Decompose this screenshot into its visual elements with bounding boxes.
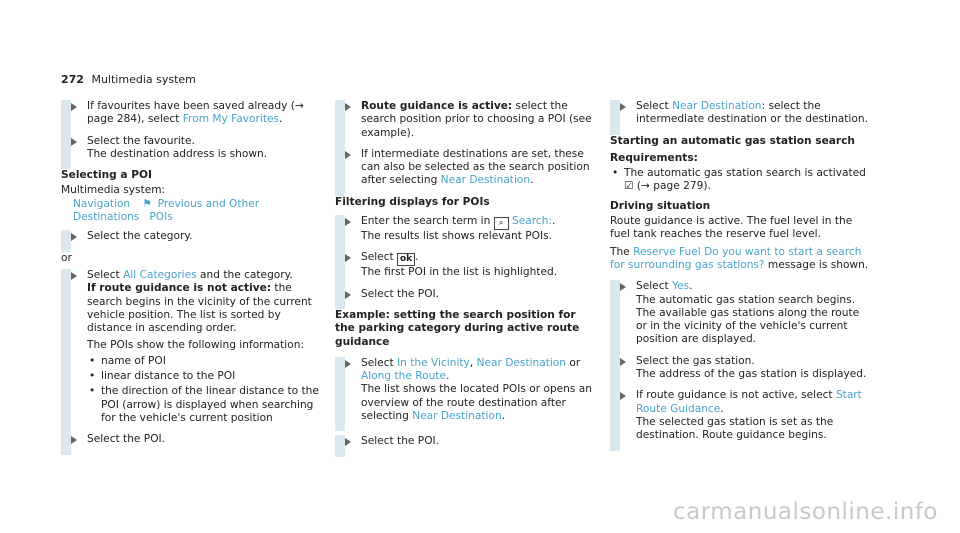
step-bar bbox=[610, 389, 620, 450]
text: Select the POI. bbox=[361, 435, 440, 448]
link-pois[interactable]: POIs bbox=[149, 211, 173, 224]
step-bar bbox=[335, 435, 345, 456]
step-arrow-icon bbox=[620, 358, 626, 366]
step-enter-search bbox=[335, 215, 595, 243]
step-select-yes bbox=[610, 280, 870, 346]
text: . bbox=[279, 113, 283, 126]
step-bar bbox=[61, 433, 71, 454]
list-item: • linear distance to the POI bbox=[87, 370, 321, 383]
step-all-categories bbox=[61, 269, 321, 425]
step-arrow-icon bbox=[71, 272, 77, 280]
step-bar bbox=[61, 230, 71, 251]
text: If route guidance is not active, select bbox=[636, 389, 836, 402]
step-arrow-icon bbox=[345, 151, 351, 159]
page-number: 272 bbox=[61, 73, 84, 86]
text: The automatic gas station search begins. The available gas stations along the route or in the vicinity of the vehicle's current position are displayed. bbox=[636, 293, 860, 346]
step-arrow-icon bbox=[620, 392, 626, 400]
link-reserve-fuel[interactable]: Reserve Fuel Do you want to start a search for surrounding gas stations? bbox=[610, 245, 862, 271]
step-intermediate bbox=[335, 148, 595, 188]
step-select-gas-station bbox=[610, 355, 870, 382]
text: The destination address is shown. bbox=[87, 147, 268, 160]
text: The results list shows relevant POIs. bbox=[361, 230, 552, 243]
text: and the category. bbox=[196, 268, 293, 281]
step-select-poi-3 bbox=[335, 435, 595, 448]
or-text: or bbox=[61, 251, 72, 264]
step-arrow-icon bbox=[71, 103, 77, 111]
text: Enter the search term in bbox=[361, 215, 494, 228]
text: The bbox=[610, 245, 634, 258]
heading-filtering: Filtering displays for POIs bbox=[335, 195, 490, 208]
step-select-poi bbox=[61, 433, 321, 446]
text: . bbox=[552, 215, 556, 228]
link-start-route-guidance[interactable]: Start Route Guidance bbox=[636, 389, 862, 415]
step-bar bbox=[61, 100, 71, 135]
checkbox-icon: ☑ bbox=[624, 180, 634, 193]
text: . bbox=[530, 174, 534, 187]
step-bar bbox=[610, 355, 620, 390]
text: or bbox=[566, 356, 581, 369]
search-icon: ⌕ bbox=[494, 217, 509, 230]
link-near-destination[interactable]: Near Destination bbox=[412, 410, 502, 423]
step-bar bbox=[335, 100, 345, 148]
step-select-favourite bbox=[61, 135, 321, 162]
text: Select bbox=[636, 100, 673, 112]
step-bar bbox=[61, 269, 71, 433]
list-item bbox=[610, 167, 870, 194]
step-arrow-icon bbox=[345, 360, 351, 368]
heading-example: Example: setting the search position for the parking category during active route guidance bbox=[335, 308, 580, 348]
text: ( bbox=[633, 180, 642, 193]
step-bar bbox=[335, 148, 345, 196]
text: Select the gas station. bbox=[636, 354, 755, 367]
step-arrow-icon bbox=[620, 103, 626, 111]
step-select-poi-2 bbox=[335, 288, 595, 301]
step-bar bbox=[61, 135, 71, 170]
section-title: Multimedia system bbox=[91, 73, 196, 86]
text: Select the category. bbox=[87, 230, 193, 243]
step-bar bbox=[335, 357, 345, 431]
step-arrow-icon bbox=[71, 138, 77, 146]
text: The address of the gas station is displayed. bbox=[636, 368, 867, 381]
link-near-destination[interactable]: Near Destination bbox=[440, 174, 531, 187]
step-bar bbox=[335, 288, 345, 309]
path-intro: Multimedia system: bbox=[61, 184, 166, 197]
step-arrow-icon bbox=[71, 233, 77, 241]
text: . bbox=[501, 410, 506, 423]
column-3 bbox=[610, 100, 870, 451]
link-near-destination[interactable]: Near Destination bbox=[476, 356, 567, 369]
heading-gas-station-search: Starting an automatic gas station search bbox=[610, 134, 855, 147]
text: The list shows the located POIs or opens an overview of the route destination after selecting bbox=[361, 383, 592, 423]
reserve-fuel-message bbox=[610, 246, 870, 273]
menu-path bbox=[61, 198, 321, 225]
step-arrow-icon bbox=[620, 283, 626, 291]
link-in-the-vicinity[interactable]: In the Vicinity bbox=[397, 356, 470, 369]
text: Select the favourite. bbox=[87, 134, 195, 147]
column-2 bbox=[335, 100, 595, 457]
text: Select bbox=[361, 251, 398, 264]
text: The automatic gas station search is activated bbox=[624, 167, 866, 180]
link-from-my-favorites[interactable]: From My Favorites bbox=[182, 113, 280, 126]
heading-requirements: Requirements: bbox=[610, 151, 698, 164]
text: the search begins in the vicinity of the current vehicle position. The list is sorted by distance in ascending order. bbox=[87, 282, 312, 335]
text: . bbox=[445, 370, 450, 383]
arrow-ref: → bbox=[294, 100, 304, 112]
text: Select bbox=[361, 356, 398, 369]
heading-driving-situation: Driving situation bbox=[610, 199, 711, 212]
text: , bbox=[469, 356, 477, 369]
text: . bbox=[415, 251, 419, 264]
link-near-destination[interactable]: Near Destination bbox=[672, 100, 762, 112]
text: : select the intermediate destination or the destination. bbox=[636, 100, 868, 126]
link-navigation[interactable]: Navigation bbox=[73, 197, 131, 210]
step-near-destination bbox=[610, 100, 870, 127]
step-arrow-icon bbox=[345, 103, 351, 111]
arrow-ref: → bbox=[641, 180, 650, 193]
list-item: • the direction of the linear distance to the POI (arrow) is displayed when searching for the vehicle's current position bbox=[87, 385, 321, 425]
link-yes[interactable]: Yes bbox=[672, 280, 690, 293]
requirements-list bbox=[610, 167, 870, 194]
text: Select bbox=[87, 268, 124, 281]
text: select the search position prior to choosing a POI (see example). bbox=[361, 100, 592, 139]
text: . bbox=[720, 402, 724, 415]
step-bar bbox=[335, 251, 345, 287]
step-bar bbox=[335, 215, 345, 251]
text: Select the POI. bbox=[87, 433, 166, 446]
list-item: • name of POI bbox=[87, 355, 321, 368]
link-along-the-route[interactable]: Along the Route bbox=[361, 370, 446, 383]
step-start-route-guidance bbox=[610, 389, 870, 442]
driving-text: Route guidance is active. The fuel level in the fuel tank reaches the reserve fuel level. bbox=[610, 215, 853, 241]
text: The POIs show the following information: bbox=[87, 339, 305, 352]
page-header bbox=[61, 73, 196, 86]
ok-icon: ok bbox=[397, 253, 415, 266]
text: message is shown. bbox=[764, 258, 869, 271]
step-arrow-icon bbox=[345, 254, 351, 262]
link-previous-destinations[interactable]: Previous and Other Destinations bbox=[73, 197, 260, 224]
heading-selecting-poi: Selecting a POI bbox=[61, 169, 152, 182]
text: If favourites have been saved already ( bbox=[87, 100, 295, 112]
step-arrow-icon bbox=[71, 436, 77, 444]
step-select-category bbox=[61, 230, 321, 243]
step-bar bbox=[610, 100, 620, 135]
text: page 279). bbox=[649, 180, 711, 193]
step-favourites bbox=[61, 100, 321, 127]
flag-icon: ⚑ bbox=[142, 197, 152, 210]
text: The selected gas station is set as the destination. Route guidance begins. bbox=[636, 415, 834, 442]
text: If intermediate destinations are set, these can also be selected as the search position after selecting bbox=[361, 147, 590, 187]
step-select-vicinity bbox=[335, 357, 595, 423]
text: Select bbox=[636, 280, 673, 293]
poi-info-list bbox=[87, 355, 321, 425]
step-route-guidance-active bbox=[335, 100, 595, 140]
step-arrow-icon bbox=[345, 291, 351, 299]
text: The first POI in the list is highlighted. bbox=[361, 266, 558, 279]
watermark: carmanualsonline.info bbox=[672, 499, 938, 525]
bold-text: If route guidance is not active: bbox=[87, 282, 272, 295]
bold-text: Route guidance is active: bbox=[361, 100, 513, 112]
link-all-categories[interactable]: All Categories bbox=[123, 268, 197, 281]
text: page 284), select bbox=[87, 113, 183, 126]
link-search[interactable]: Search: bbox=[512, 215, 553, 228]
text: . bbox=[689, 280, 693, 293]
step-select-ok bbox=[335, 251, 595, 279]
step-arrow-icon bbox=[345, 438, 351, 446]
text: Select the POI. bbox=[361, 287, 440, 300]
step-bar bbox=[610, 280, 620, 354]
step-arrow-icon bbox=[345, 218, 351, 226]
column-1 bbox=[61, 100, 321, 455]
